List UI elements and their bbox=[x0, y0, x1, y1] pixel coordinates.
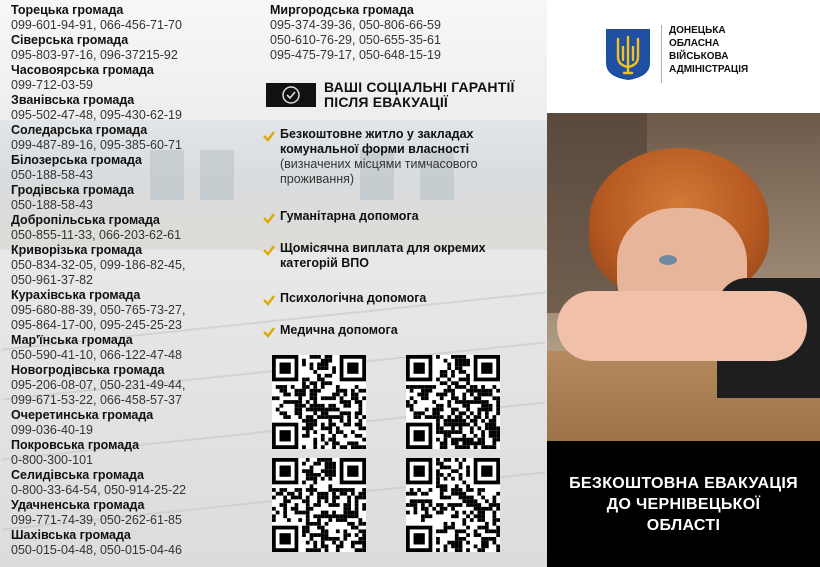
organization-line: ОБЛАСНА bbox=[669, 38, 720, 49]
phone-numbers: 095-803-97-16, 096-37215-92 bbox=[11, 48, 178, 62]
photo-eye bbox=[659, 255, 677, 265]
contacts-list bbox=[11, 3, 261, 558]
checkmark-icon bbox=[262, 129, 276, 143]
caption-line: ОБЛАСТІ bbox=[646, 516, 721, 534]
checkmark-icon bbox=[262, 211, 276, 225]
community-entry bbox=[11, 123, 261, 153]
caption-line: БЕЗКОШТОВНА ЕВАКУАЦІЯ bbox=[569, 474, 798, 492]
community-entry bbox=[11, 213, 261, 243]
qr-code-icon[interactable] bbox=[272, 355, 366, 449]
community-entry bbox=[270, 3, 540, 63]
community-entry bbox=[11, 468, 261, 498]
organization-line: АДМІНІСТРАЦІЯ bbox=[669, 64, 749, 75]
phone-numbers: 099-487-89-16, 095-385-60-71 bbox=[11, 138, 182, 152]
community-entry bbox=[11, 438, 261, 468]
community-name: Мар'їнська громада bbox=[11, 333, 133, 347]
phone-numbers: 050-015-04-48, 050-015-04-46 bbox=[11, 543, 182, 557]
community-name: Очеретинська громада bbox=[11, 408, 154, 422]
phone-numbers: 050-188-58-43 bbox=[11, 198, 94, 212]
benefit-note: (визначених місцями тимчасового проживання) bbox=[280, 157, 478, 186]
cover-panel bbox=[547, 0, 820, 567]
checkmark-icon bbox=[262, 293, 276, 307]
community-entry bbox=[11, 63, 261, 93]
benefit-item bbox=[262, 241, 542, 273]
community-name: Миргородська громада bbox=[270, 3, 414, 17]
benefit-label: Безкоштовне житло у закладах комунальної форми власності bbox=[280, 127, 474, 156]
community-entry bbox=[11, 498, 261, 528]
benefit-item bbox=[262, 323, 542, 339]
phone-numbers: 099-771-74-39, 050-262-61-85 bbox=[11, 513, 182, 527]
benefit-label: Гуманітарна допомога bbox=[280, 209, 419, 223]
phone-numbers: 0-800-300-101 bbox=[11, 453, 94, 467]
community-entry bbox=[11, 528, 261, 558]
phone-numbers: 099-601-94-91, 066-456-71-70 bbox=[11, 18, 182, 32]
community-entry bbox=[11, 288, 261, 333]
phone-numbers: 050-855-11-33, 066-203-62-61 bbox=[11, 228, 182, 242]
community-name: Новогродівська громада bbox=[11, 363, 165, 377]
qr-code-icon[interactable] bbox=[406, 458, 500, 552]
benefit-item bbox=[262, 209, 542, 225]
community-name: Селидівська громада bbox=[11, 468, 144, 482]
qr-code-icon[interactable] bbox=[406, 355, 500, 449]
phone-numbers: 095-680-88-39, 050-765-73-27, bbox=[11, 303, 186, 317]
community-name: Курахівська громада bbox=[11, 288, 141, 302]
phone-numbers: 099-671-53-22, 066-458-57-37 bbox=[11, 393, 182, 407]
community-entry bbox=[11, 333, 261, 363]
organization-line: ВІЙСЬКОВА bbox=[669, 51, 729, 62]
phone-numbers: 095-475-79-17, 050-648-15-19 bbox=[270, 48, 441, 62]
organization-header bbox=[547, 0, 820, 113]
community-entry bbox=[11, 3, 261, 33]
evacuation-caption bbox=[547, 441, 820, 567]
caption-line: ДО ЧЕРНІВЕЦЬКОЇ bbox=[606, 495, 761, 513]
phone-numbers: 050-961-37-82 bbox=[11, 273, 94, 287]
community-entry bbox=[11, 408, 261, 438]
phone-numbers: 095-206-08-07, 050-231-49-44, bbox=[11, 378, 186, 392]
phone-numbers: 050-610-76-29, 050-655-35-61 bbox=[270, 33, 441, 47]
child-photo bbox=[547, 113, 820, 441]
benefit-label: Щомісячна виплата для окремих категорій ВПО bbox=[280, 241, 486, 270]
community-name: Сіверська громада bbox=[11, 33, 129, 47]
community-name: Соледарська громада bbox=[11, 123, 148, 137]
checkmark-icon bbox=[262, 243, 276, 257]
phone-numbers: 050-188-58-43 bbox=[11, 168, 94, 182]
community-entry bbox=[11, 363, 261, 408]
community-entry bbox=[11, 183, 261, 213]
community-name: Покровська громада bbox=[11, 438, 140, 452]
organization-name bbox=[669, 24, 819, 76]
photo-arm bbox=[557, 291, 807, 361]
benefit-item bbox=[262, 291, 542, 307]
community-name: Криворізька громада bbox=[11, 243, 143, 257]
community-entry bbox=[11, 243, 261, 288]
phone-numbers: 050-834-32-05, 099-186-82-45, bbox=[11, 258, 186, 272]
community-name: Торецька громада bbox=[11, 3, 124, 17]
checkmark-icon bbox=[262, 325, 276, 339]
phone-numbers: 050-590-41-10, 066-122-47-48 bbox=[11, 348, 182, 362]
benefit-item bbox=[262, 127, 542, 195]
benefit-label: Медична допомога bbox=[280, 323, 398, 337]
divider bbox=[661, 25, 662, 83]
community-entry bbox=[11, 153, 261, 183]
qr-code-icon[interactable] bbox=[272, 458, 366, 552]
community-name: Удачненська громада bbox=[11, 498, 145, 512]
guarantees-title: ВАШІ СОЦІАЛЬНІ ГАРАНТІЇ ПІСЛЯ ЕВАКУАЦІЇ bbox=[324, 79, 515, 110]
community-entry bbox=[11, 93, 261, 123]
phone-numbers: 095-374-39-36, 050-806-66-59 bbox=[270, 18, 441, 32]
community-name: Гродівська громада bbox=[11, 183, 135, 197]
phone-numbers: 095-502-47-48, 095-430-62-19 bbox=[11, 108, 182, 122]
phone-numbers: 095-864-17-00, 095-245-25-23 bbox=[11, 318, 182, 332]
community-name: Добропільська громада bbox=[11, 213, 160, 227]
trident-emblem-icon bbox=[604, 27, 652, 81]
community-entry bbox=[11, 33, 261, 63]
community-name: Званівська громада bbox=[11, 93, 135, 107]
guarantees-heading bbox=[266, 80, 541, 120]
benefit-label: Психологічна допомога bbox=[280, 291, 427, 305]
phone-numbers: 099-712-03-59 bbox=[11, 78, 94, 92]
shield-check-icon bbox=[266, 83, 316, 107]
community-name: Часовоярська громада bbox=[11, 63, 154, 77]
organization-line: ДОНЕЦЬКА bbox=[669, 25, 726, 36]
phone-numbers: 0-800-33-64-54, 050-914-25-22 bbox=[11, 483, 187, 497]
community-name: Білозерська громада bbox=[11, 153, 142, 167]
phone-numbers: 099-036-40-19 bbox=[11, 423, 94, 437]
community-name: Шахівська громада bbox=[11, 528, 131, 542]
